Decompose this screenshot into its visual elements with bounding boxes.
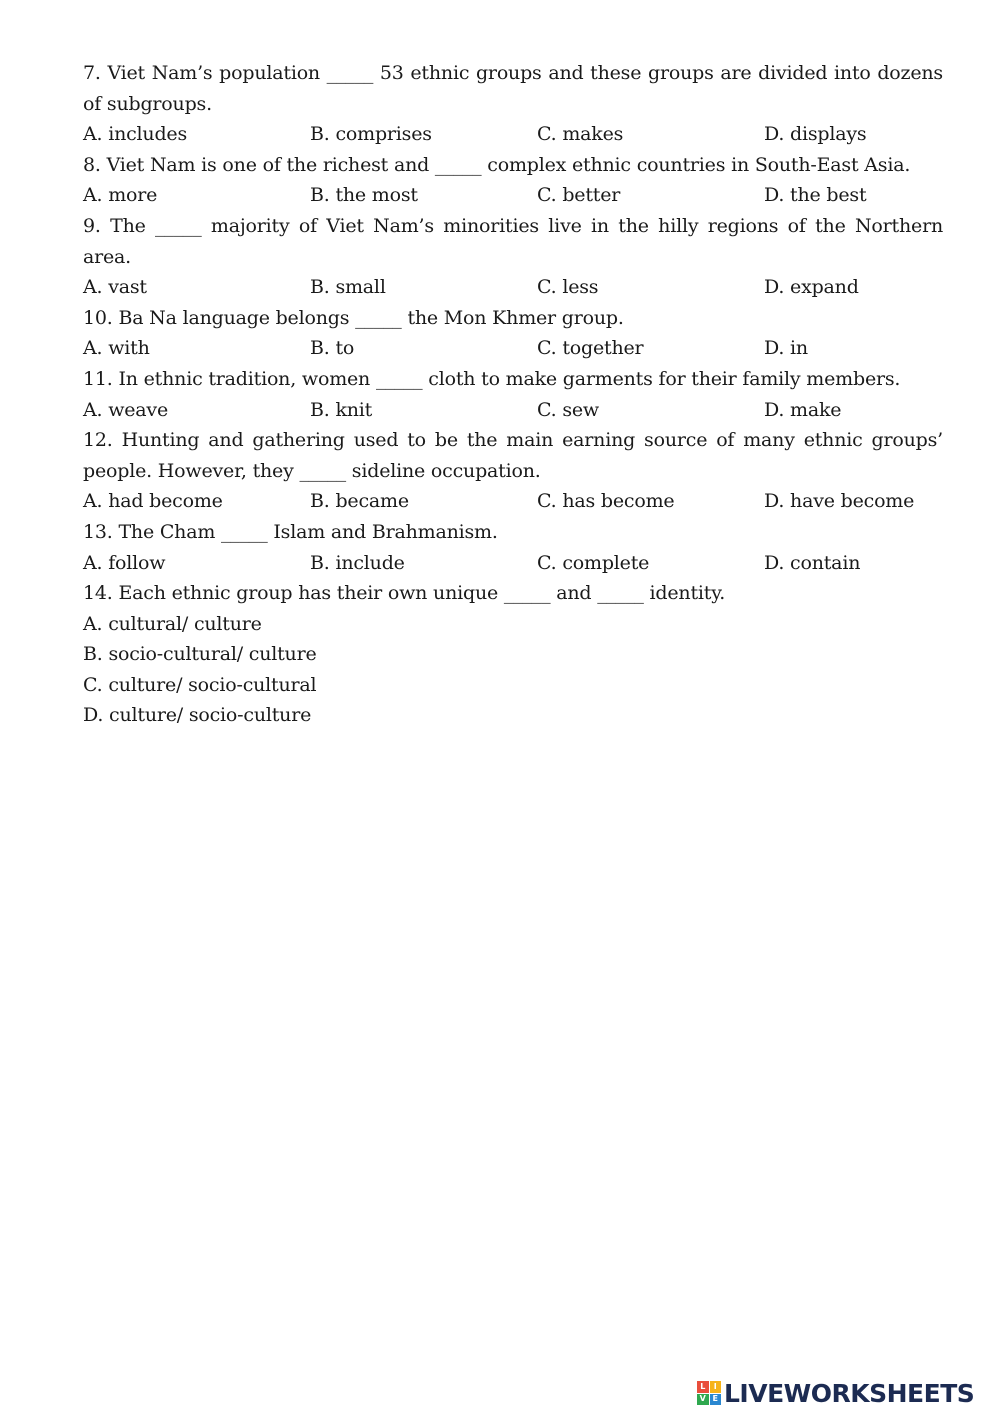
option-d[interactable]: D. contain [764, 551, 861, 574]
answer-options [83, 395, 943, 426]
option-b[interactable]: B. the most [310, 184, 418, 207]
option-d[interactable]: D. expand [764, 276, 859, 299]
question-text: 9. The _____ majority of Viet Nam’s minorities live in the hilly regions of the Northern area. [83, 214, 943, 268]
question-12 [83, 425, 943, 517]
option-c[interactable]: C. complete [537, 551, 650, 574]
option-b[interactable]: B. include [310, 551, 405, 574]
option-d[interactable]: D. displays [764, 123, 867, 146]
option-b[interactable]: B. comprises [310, 123, 432, 146]
question-text: 11. In ethnic tradition, women _____ cloth to make garments for their family members. [83, 367, 901, 390]
logo-mark-letter: L [697, 1381, 709, 1393]
logo-mark-letter: E [710, 1394, 722, 1406]
option-a[interactable]: A. weave [83, 398, 169, 421]
answer-options [83, 180, 943, 211]
option-a[interactable]: A. more [83, 184, 158, 207]
question-11 [83, 364, 943, 425]
option-a[interactable]: A. had become [83, 490, 223, 513]
option-b[interactable]: B. small [310, 276, 386, 299]
option-c[interactable]: C. has become [537, 490, 675, 513]
answer-options [83, 609, 943, 731]
logo-text: LIVEWORKSHEETS [724, 1378, 975, 1408]
option-d[interactable]: D. culture/ socio-culture [83, 704, 312, 727]
option-d[interactable]: D. the best [764, 184, 867, 207]
answer-options [83, 548, 943, 579]
option-d[interactable]: D. have become [764, 490, 915, 513]
question-text: 7. Viet Nam’s population _____ 53 ethnic groups and these groups are divided into dozens of subgroups. [83, 62, 943, 115]
worksheet [83, 58, 943, 731]
question-text: 8. Viet Nam is one of the richest and _____ complex ethnic countries in South-East Asia. [83, 153, 911, 176]
option-d[interactable]: D. make [764, 398, 842, 421]
question-13 [83, 517, 943, 578]
logo-mark-letter: I [710, 1381, 722, 1393]
option-d[interactable]: D. in [764, 337, 808, 360]
question-10 [83, 303, 943, 364]
question-text: 14. Each ethnic group has their own unique _____ and _____ identity. [83, 582, 726, 605]
answer-options [83, 333, 943, 364]
question-text: 13. The Cham _____ Islam and Brahmanism. [83, 520, 498, 543]
option-a[interactable]: A. cultural/ culture [83, 612, 262, 635]
option-c[interactable]: C. better [537, 184, 621, 207]
option-c[interactable]: C. together [537, 337, 644, 360]
question-text: 10. Ba Na language belongs _____ the Mon Khmer group. [83, 306, 624, 329]
answer-options [83, 119, 943, 150]
question-9 [83, 211, 943, 303]
option-c[interactable]: C. less [537, 276, 599, 299]
option-c[interactable]: C. sew [537, 398, 599, 421]
logo-mark-letter: V [697, 1394, 709, 1406]
liveworksheets-logo [697, 1377, 974, 1409]
option-b[interactable]: B. socio-cultural/ culture [83, 643, 317, 666]
option-a[interactable]: A. vast [83, 276, 147, 299]
option-b[interactable]: B. became [310, 490, 409, 513]
question-7 [83, 58, 943, 150]
option-c[interactable]: C. culture/ socio-cultural [83, 673, 317, 696]
answer-options [83, 272, 943, 303]
question-text: 12. Hunting and gathering used to be the main earning source of many ethnic groups’ people. However, they _____ sideline occupation. [83, 429, 943, 482]
question-8 [83, 150, 943, 211]
option-a[interactable]: A. includes [83, 123, 188, 146]
option-c[interactable]: C. makes [537, 123, 624, 146]
option-a[interactable]: A. follow [83, 551, 166, 574]
question-14 [83, 578, 943, 731]
option-a[interactable]: A. with [83, 337, 150, 360]
answer-options [83, 486, 943, 517]
logo-mark-icon [697, 1381, 721, 1405]
option-b[interactable]: B. knit [310, 398, 373, 421]
option-b[interactable]: B. to [310, 337, 355, 360]
